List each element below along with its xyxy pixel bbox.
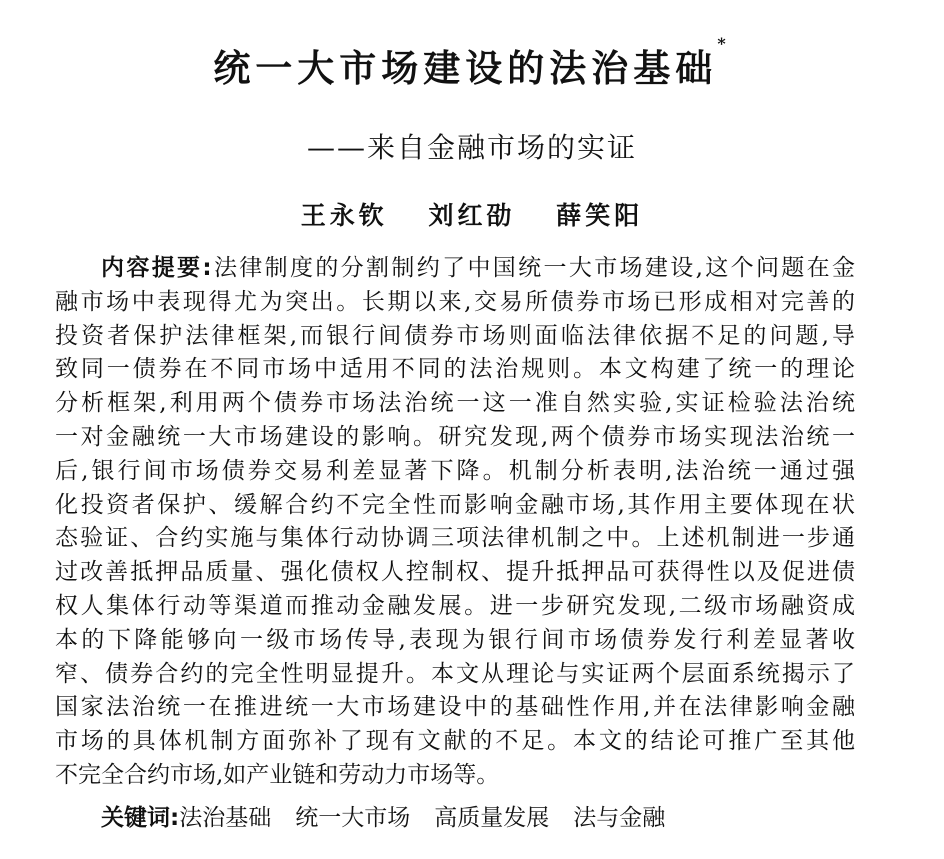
abstract-line: 本的下降能够向一级市场传导,表现为银行间市场债券发行利差显著收 bbox=[55, 626, 855, 653]
author: 王永钦 bbox=[300, 201, 388, 230]
keyword: 法与金融 bbox=[573, 805, 666, 831]
abstract-line: 权人集体行动等渠道而推动金融发展。进一步研究发现,二级市场融资成 bbox=[55, 592, 855, 619]
author: 刘红劭 bbox=[428, 201, 516, 230]
abstract-line: 态验证、合约实施与集体行动协调三项法律机制之中。上述机制进一步通 bbox=[55, 525, 855, 552]
abstract-label: 内容提要: bbox=[101, 255, 212, 281]
abstract bbox=[55, 252, 855, 793]
abstract-line: 一对金融统一大市场建设的影响。研究发现,两个债券市场实现法治统一 bbox=[55, 423, 855, 450]
abstract-line: 融市场中表现得尤为突出。长期以来,交易所债券市场已形成相对完善的 bbox=[55, 288, 855, 315]
keyword: 高质量发展 bbox=[434, 805, 550, 831]
keyword: 统一大市场 bbox=[295, 805, 411, 831]
paper-subtitle: ——来自金融市场的实证 bbox=[306, 131, 637, 164]
abstract-line: 市场的具体机制方面弥补了现有文献的不足。本文的结论可推广至其他 bbox=[55, 728, 855, 755]
abstract-line: 分析框架,利用两个债券市场法治统一这一准自然实验,实证检验法治统 bbox=[55, 390, 855, 417]
author-list bbox=[0, 196, 944, 232]
keywords-label: 关键词: bbox=[101, 805, 180, 831]
abstract-line: 致同一债券在不同市场中适用不同的法治规则。本文构建了统一的理论 bbox=[55, 356, 855, 383]
abstract-line: 不完全合约市场,如产业链和劳动力市场等。 bbox=[55, 761, 500, 788]
paper-title bbox=[0, 34, 944, 92]
paper-title-text: 统一大市场建设的法治基础 bbox=[213, 46, 718, 90]
abstract-line: 国家法治统一在推进统一大市场建设中的基础性作用,并在法律影响金融 bbox=[55, 694, 855, 721]
abstract-line: 过改善抵押品质量、强化债权人控制权、提升抵押品可获得性以及促进债 bbox=[55, 559, 855, 586]
abstract-line: 内容提要:法律制度的分割制约了中国统一大市场建设,这个问题在金 bbox=[101, 255, 856, 281]
abstract-line: 窄、债券合约的完全性明显提升。本文从理论与实证两个层面系统揭示了 bbox=[55, 660, 855, 687]
abstract-line: 投资者保护法律框架,而银行间债券市场则面临法律依据不足的问题,导 bbox=[55, 322, 855, 349]
keywords bbox=[101, 802, 689, 835]
keyword: 法治基础 bbox=[179, 805, 272, 831]
abstract-line: 化投资者保护、缓解合约不完全性而影响金融市场,其作用主要体现在状 bbox=[55, 491, 855, 518]
abstract-line: 后,银行间市场债券交易利差显著下降。机制分析表明,法治统一通过强 bbox=[55, 457, 855, 484]
title-footnote-mark: * bbox=[717, 34, 731, 53]
author: 薛笑阳 bbox=[556, 201, 644, 230]
